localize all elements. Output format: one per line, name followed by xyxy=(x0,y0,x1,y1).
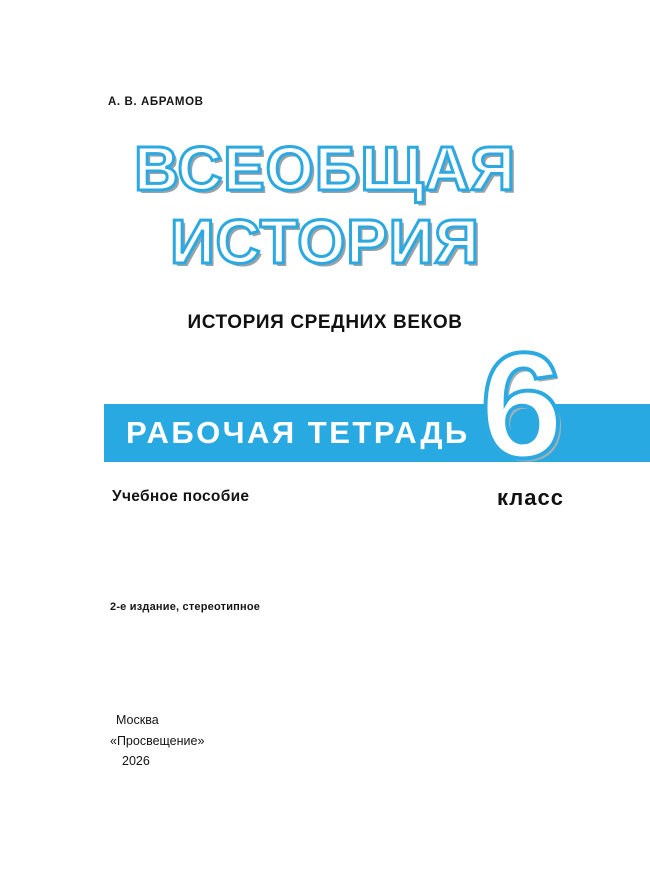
book-title xyxy=(0,135,650,277)
grade-label: класс xyxy=(497,485,564,510)
grade-number: 6 xyxy=(480,321,564,489)
edition-note: 2-е издание, стереотипное xyxy=(110,601,261,613)
author-name: А. В. АБРАМОВ xyxy=(108,96,204,108)
imprint-publisher: «Просвещение» xyxy=(110,733,205,748)
imprint-block xyxy=(110,710,204,772)
title-line-2: ИСТОРИЯ xyxy=(170,207,480,277)
workbook-band-label: РАБОЧАЯ ТЕТРАДЬ xyxy=(126,415,470,450)
manual-type-label: Учебное пособие xyxy=(112,488,250,505)
title-line-1: ВСЕОБЩАЯ xyxy=(134,135,516,204)
book-subtitle: ИСТОРИЯ СРЕДНИХ ВЕКОВ xyxy=(187,312,463,333)
imprint-year: 2026 xyxy=(122,754,150,769)
workbook-band xyxy=(104,404,650,462)
imprint-city: Москва xyxy=(116,713,159,727)
